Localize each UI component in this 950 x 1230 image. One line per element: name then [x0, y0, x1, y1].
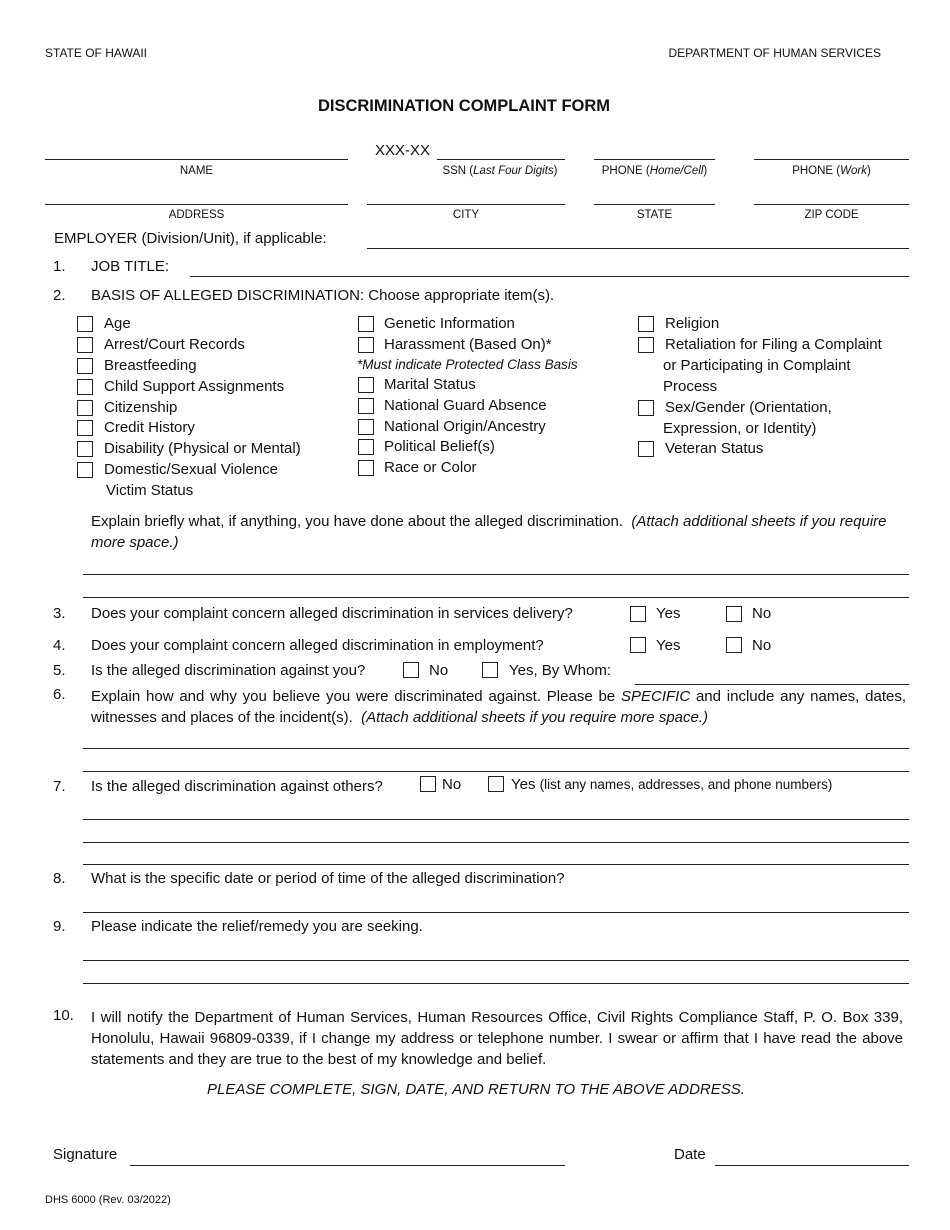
ssn-label: SSN (Last Four Digits) [442, 165, 558, 177]
checkbox-race-color[interactable] [358, 460, 374, 476]
checkbox-national-origin[interactable] [358, 419, 374, 435]
checkbox-religion[interactable] [638, 316, 654, 332]
state-label: STATE OF HAWAII [45, 46, 147, 60]
q10-number: 10. [53, 1007, 74, 1024]
checkbox-genetic-information[interactable] [358, 316, 374, 332]
q3-number: 3. [53, 605, 66, 622]
basis-victim-status: Victim Status [106, 482, 194, 499]
q8-label: What is the specific date or period of time of the alleged discrimination? [91, 870, 565, 887]
phone-work-label: PHONE (Work) [792, 165, 871, 177]
q2-number: 2. [53, 287, 66, 304]
checkbox-retaliation[interactable] [638, 337, 654, 353]
q4-label: Does your complaint concern alleged discrimination in employment? [91, 637, 544, 654]
q7-no-checkbox[interactable] [420, 776, 436, 792]
checkbox-credit-history[interactable] [77, 420, 93, 436]
checkbox-national-guard[interactable] [358, 398, 374, 414]
basis-race-color: Race or Color [384, 459, 477, 476]
explain-line-1[interactable] [83, 574, 909, 575]
q3-yes-checkbox[interactable] [630, 606, 646, 622]
q3-label: Does your complaint concern alleged discrimination in services delivery? [91, 605, 573, 622]
q3-no-label: No [752, 605, 772, 622]
q6-line-1[interactable] [83, 748, 909, 749]
state-field[interactable] [594, 204, 715, 205]
basis-genetic-information: Genetic Information [384, 315, 515, 332]
employer-label: EMPLOYER (Division/Unit), if applicable: [54, 230, 327, 247]
q3-no-checkbox[interactable] [726, 606, 742, 622]
q1-number: 1. [53, 258, 66, 275]
basis-veteran-status: Veteran Status [665, 440, 764, 457]
basis-retaliation-2: or Participating in Complaint [663, 357, 851, 374]
basis-arrest-court-records: Arrest/Court Records [104, 336, 245, 353]
phone-work-field[interactable] [754, 159, 909, 160]
q5-label: Is the alleged discrimination against you? [91, 662, 366, 679]
basis-age: Age [104, 315, 131, 332]
q4-no-checkbox[interactable] [726, 637, 742, 653]
q7-label: Is the alleged discrimination against others? [91, 778, 383, 795]
ssn-field[interactable] [437, 159, 565, 160]
checkbox-political-belief[interactable] [358, 439, 374, 455]
job-title-field[interactable] [190, 276, 909, 277]
signature-field[interactable] [130, 1165, 565, 1166]
q6-line-2[interactable] [83, 771, 909, 772]
basis-political-belief: Political Belief(s) [384, 438, 495, 455]
q9-label: Please indicate the relief/remedy you are seeking. [91, 918, 423, 935]
phone-home-label: PHONE (Home/Cell) [601, 165, 708, 177]
checkbox-sex-gender[interactable] [638, 400, 654, 416]
checkbox-marital-status[interactable] [358, 377, 374, 393]
name-label: NAME [179, 165, 214, 177]
basis-retaliation-3: Process [663, 378, 718, 395]
q7-number: 7. [53, 778, 66, 795]
checkbox-veteran-status[interactable] [638, 441, 654, 457]
basis-religion: Religion [665, 315, 720, 332]
q3-yes-label: Yes [656, 605, 681, 622]
q9-line-2[interactable] [83, 983, 909, 984]
q5-no-checkbox[interactable] [403, 662, 419, 678]
checkbox-age[interactable] [77, 316, 93, 332]
checkbox-child-support[interactable] [77, 379, 93, 395]
job-title-label: JOB TITLE: [91, 258, 170, 275]
checkbox-harassment[interactable] [358, 337, 374, 353]
basis-marital-status: Marital Status [384, 376, 476, 393]
q7-line-2[interactable] [83, 842, 909, 843]
date-field[interactable] [715, 1165, 909, 1166]
q5-no-label: No [429, 662, 449, 679]
city-label: CITY [452, 209, 480, 221]
basis-credit-history: Credit History [104, 419, 195, 436]
basis-citizenship: Citizenship [104, 399, 178, 416]
q7-no-label: No [442, 776, 462, 793]
checkbox-citizenship[interactable] [77, 400, 93, 416]
q6-text: Explain how and why you believe you were discriminated against. Please be SPECIFIC and include any names, dates, witnesses and places of the incident(s). (Attach additional sheets if you require more space.) [91, 688, 906, 726]
basis-child-support: Child Support Assignments [104, 378, 285, 395]
address-field[interactable] [45, 204, 348, 205]
q4-number: 4. [53, 637, 66, 654]
basis-breastfeeding: Breastfeeding [104, 357, 197, 374]
q5-number: 5. [53, 662, 66, 679]
q6-number: 6. [53, 686, 66, 703]
explain-prompt: Explain briefly what, if anything, you have done about the alleged discrimination. (Attach additional sheets if you require more space.) [91, 513, 887, 551]
harassment-note: *Must indicate Protected Class Basis [357, 357, 578, 372]
q4-yes-label: Yes [656, 637, 681, 654]
department-label: DEPARTMENT OF HUMAN SERVICES [668, 46, 881, 60]
checkbox-arrest-court-records[interactable] [77, 337, 93, 353]
q5-by-whom-field[interactable] [635, 684, 909, 685]
address-label: ADDRESS [168, 209, 225, 221]
date-label: Date [674, 1146, 706, 1163]
basis-sex-gender-1: Sex/Gender (Orientation, [665, 399, 832, 416]
signature-label: Signature [53, 1146, 118, 1163]
q7-yes-label: Yes (list any names, addresses, and phone numbers) [511, 776, 833, 793]
phone-home-field[interactable] [594, 159, 715, 160]
basis-national-guard: National Guard Absence [384, 397, 547, 414]
zip-label: ZIP CODE [804, 209, 859, 221]
basis-harassment: Harassment (Based On)* [384, 336, 552, 353]
name-field[interactable] [45, 159, 348, 160]
basis-sex-gender-2: Expression, or Identity) [663, 420, 817, 437]
form-title: DISCRIMINATION COMPLAINT FORM [317, 97, 611, 115]
checkbox-breastfeeding[interactable] [77, 358, 93, 374]
q8-number: 8. [53, 870, 66, 887]
basis-disability: Disability (Physical or Mental) [104, 440, 301, 457]
q10-statement: I will notify the Department of Human Services, Human Resources Office, Civil Rights Compliance Staff, P. O. Box 339, Honolulu, Hawaii 96809-0339, if I change my address or telephone number. I swear or affirm that I have read the above statements and they are true to the best of my knowledge and belief. [91, 1009, 903, 1068]
q8-line[interactable] [83, 912, 909, 913]
q5-yes-label: Yes, By Whom: [509, 662, 611, 679]
ssn-prefix: XXX-XX [375, 142, 431, 159]
basis-domestic-violence: Domestic/Sexual Violence [104, 461, 278, 478]
city-field[interactable] [367, 204, 565, 205]
q7-line-3[interactable] [83, 864, 909, 865]
checkbox-domestic-violence[interactable] [77, 462, 93, 478]
q9-line-1[interactable] [83, 960, 909, 961]
basis-label: BASIS OF ALLEGED DISCRIMINATION: Choose appropriate item(s). [91, 287, 555, 304]
checkbox-disability[interactable] [77, 441, 93, 457]
explain-line-2[interactable] [83, 597, 909, 598]
q7-line-1[interactable] [83, 819, 909, 820]
basis-retaliation-1: Retaliation for Filing a Complaint [665, 336, 882, 353]
q4-no-label: No [752, 637, 772, 654]
employer-field[interactable] [367, 248, 909, 249]
q9-number: 9. [53, 918, 66, 935]
form-number: DHS 6000 (Rev. 03/2022) [45, 1194, 171, 1206]
zip-field[interactable] [754, 204, 909, 205]
q5-yes-checkbox[interactable] [482, 662, 498, 678]
return-instruction: PLEASE COMPLETE, SIGN, DATE, AND RETURN TO THE ABOVE ADDRESS. [207, 1081, 745, 1098]
q4-yes-checkbox[interactable] [630, 637, 646, 653]
q7-yes-checkbox[interactable] [488, 776, 504, 792]
basis-national-origin: National Origin/Ancestry [384, 418, 546, 435]
state-label-field: STATE [636, 209, 673, 221]
